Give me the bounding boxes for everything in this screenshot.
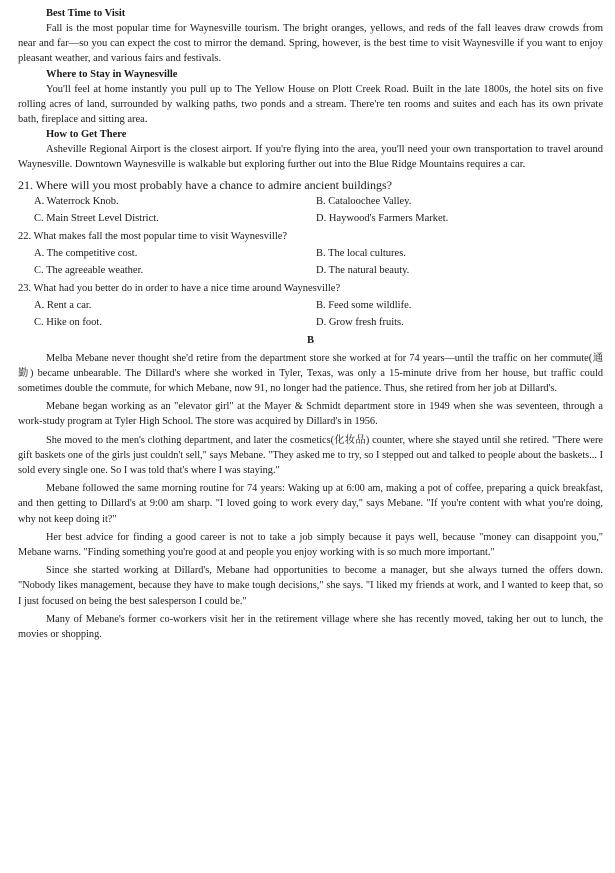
- section-where-to-stay: [18, 67, 603, 128]
- section-paragraph: Asheville Regional Airport is the closest airport. If you're flying into the area, you'll need your own transportation to travel around Waynesville. Downtown Waynesville is walkable but exploring further out into the Blue Ridge Mountains requires a car.: [18, 144, 603, 171]
- question-options: [18, 297, 603, 331]
- option-c[interactable]: C. Main Street Level District.: [34, 212, 159, 224]
- passage-paragraph: Her best advice for finding a good career is not to take a job simply because it pays well, because "money can disappoint you," Mebane warns. "Finding something you're good at and people you enjoy working with is so much more important.": [18, 531, 603, 559]
- question-options: [18, 193, 603, 227]
- option-a[interactable]: A. The competitive cost.: [34, 247, 138, 259]
- question-stem: 23. What had you better do in order to have a nice time around Waynesville?: [18, 282, 341, 294]
- option-c[interactable]: C. The agreeable weather.: [34, 264, 144, 276]
- passage-paragraph: Since she started working at Dillard's, Mebane had opportunities to become a manager, but she always turned the offers down. "Nobody likes management, because they have to make tough decisions," she says. "I liked my friends at work, and I wanted to keep that, so I just focused on being the best salesperson I could be.": [18, 565, 603, 607]
- section-heading: How to Get There: [46, 129, 127, 141]
- option-b[interactable]: B. Feed some wildlife.: [316, 299, 412, 311]
- section-heading: Where to Stay in Waynesville: [46, 68, 178, 80]
- option-b[interactable]: B. Cataloochee Valley.: [316, 195, 412, 207]
- question-options: [18, 245, 603, 279]
- passage-paragraph: Many of Mebane's former co-workers visit her in the retirement village where she has recently moved, taking her out to lunch, the movies or shopping.: [18, 613, 603, 641]
- question-22: [18, 229, 603, 279]
- question-stem: 22. What makes fall the most popular time to visit Waynesville?: [18, 230, 288, 242]
- passage-b-label: B: [306, 334, 314, 346]
- option-c[interactable]: C. Hike on foot.: [34, 316, 102, 328]
- option-a[interactable]: A. Rent a car.: [34, 299, 92, 311]
- passage-paragraph: Melba Mebane never thought she'd retire from the department store she worked at for 74 years—until the traffic on her commute(通勤) became unbearable. The Dillard's where she worked in Tyler, Texas, was only a 15-minute drive from her house, but traffic could sometimes double the commute, for which Mebane, now 91, no longer had the patience. Thus, she retired from her job at Dillard's.: [18, 352, 603, 395]
- section-how-to-get-there: [18, 127, 603, 172]
- question-23: [18, 281, 603, 331]
- option-a[interactable]: A. Waterrock Knob.: [34, 195, 119, 207]
- section-heading: Best Time to Visit: [46, 8, 126, 19]
- option-d[interactable]: D. Haywood's Farmers Market.: [316, 212, 449, 224]
- passage-paragraph: Mebane began working as an "elevator girl" at the Mayer & Schmidt department store in 1949 when she was seventeen, through a work-study program at Tyler High School. The store was acquired by Dillard's in 1956.: [18, 401, 603, 428]
- section-best-time: [18, 6, 603, 67]
- option-d[interactable]: D. The natural beauty.: [316, 264, 410, 276]
- passage-paragraph: She moved to the men's clothing department, and later the cosmetics(化妆品) counter, where she stayed until she retired. "There were gift baskets one of the girls just couldn't sell," says Mebane. "They asked me to try, so I stepped out and talked to people about the baskets... I sold every single one. So I was told that's where I was staying.": [18, 434, 603, 477]
- passage-paragraph: Mebane followed the same morning routine for 74 years: Waking up at 6:00 am, making a pot of coffee, preparing a quick breakfast, and then getting to Dillard's at 9:00 am sharp. "I loved going to work every day," says Mebane. "If you're content with what you're doing, why not keep doing it?": [18, 483, 603, 525]
- question-stem: 21. Where will you most probably have a chance to admire ancient buildings?: [18, 177, 392, 192]
- section-paragraph: Fall is the most popular time for Waynesville tourism. The bright oranges, yellows, and reds of the fall leaves draw crowds from near and far—so you can expect the cost to mirror the demand. Spring, however, is the best time to visit Waynesville if you want to enjoy pleasant weather, and various fairs and festivals.: [18, 23, 603, 65]
- option-d[interactable]: D. Grow fresh fruits.: [316, 316, 404, 328]
- section-paragraph: You'll feel at home instantly you pull up to The Yellow House on Plott Creek Road. Built in the late 1800s, the hotel sits on five rolling acres of land, surrounded by walking paths, two ponds and a stream. There're ten rooms and suites and each has its own private bath, fireplace and sitting area.: [18, 83, 603, 126]
- option-b[interactable]: B. The local cultures.: [316, 247, 406, 259]
- passage-b: [18, 351, 603, 643]
- question-21: [18, 177, 603, 227]
